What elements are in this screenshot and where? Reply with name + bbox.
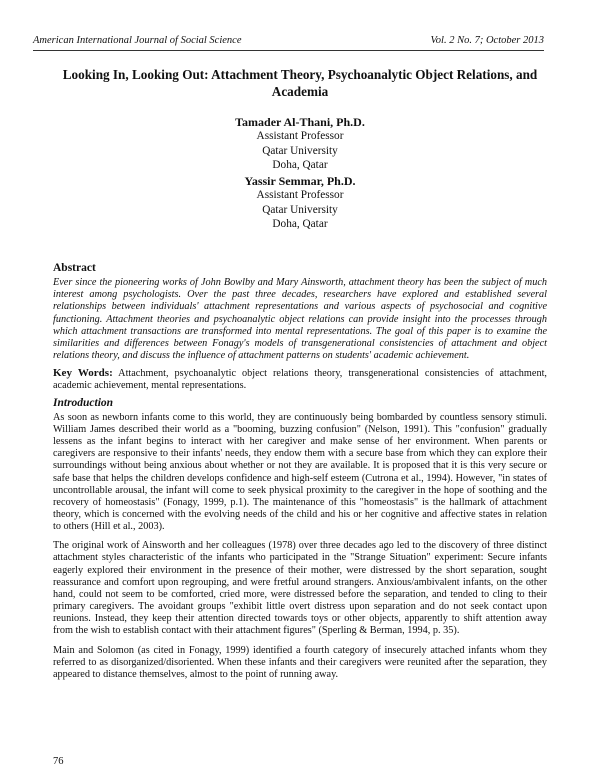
keywords: [53, 367, 547, 392]
body-paragraph: As soon as newborn infants come to this world, they are continuously being bombarded by countless sensory stimuli. William James described their world as a "booming, buzzing confusion" (Nelson, 1991). This "confusion" gradually lessens as the infant begins to interact with her caregiver and make sense of her environment. When parents or caregivers are responsive to their infants' needs, they endow them with a secure base from which they can explore their surroundings without being anxious about whether or not they are available. It is proposed that it is this very secure or safe base that helps the children develops confidence and high-self esteem (Cutrona et al., 1994). However, "in states of uncontrollable arousal, the infant will come to seek physical proximity to the caregiver in the hope of soothing and the recovery of homeostasis" (Fonagy, 1999, p.1). The maintenance of this "homeostasis" is the hallmark of attachment theory, which is concerned with the evolving needs of the child and his or her cognitive and affective states in relation to others (Hill et al., 2003).: [53, 411, 547, 533]
header-rule: [33, 50, 544, 51]
issue-info: Vol. 2 No. 7; October 2013: [430, 35, 544, 46]
body-paragraph: Main and Solomon (as cited in Fonagy, 1999) identified a fourth category of insecurely attached infants whom they referred to as disorganized/disoriented. When these infants and their caregivers were reunited after the separation, they appeared to distance themselves, almost to the point of running away.: [53, 644, 547, 680]
body-paragraph: The original work of Ainsworth and her colleagues (1978) over three decades ago led to the discovery of three distinct attachment styles characteristic of the infants who participated in the "Strange Situation" experiment: Secure infants eagerly explored their environment in the presence of their mother, were distressed by the short separation, sought reassurance and comfort upon regrouping, and were fretful around strangers. Anxious/ambivalent infants, on the other hand, could not seem to be comforted, cried more, were distressed before the separation, and tended to cling to their primary caregivers. The avoidant groups "exhibit little overt distress upon separation and do not seek contact upon reunions. Instead, they keep their attention directed towards toys or other objects, apparently to shift attention away from the wish to establish contact with their attachment figures" (Sperling & Berman, 1994, p. 35).: [53, 540, 547, 637]
author-location: Doha, Qatar: [272, 158, 328, 171]
article-body: [53, 262, 547, 688]
journal-name: American International Journal of Social Science: [33, 35, 242, 46]
keywords-text: Attachment, psychoanalytic object relations theory, transgenerational consistencies of attachment, academic achievement, mental representations.: [53, 368, 547, 392]
abstract-text: Ever since the pioneering works of John Bowlby and Mary Ainsworth, attachment theory has been the subject of much interest among psychologists. Over the past three decades, researchers have explored and established several relationships between individuals' attachment representations and various aspects of psychosocial and cognitive functioning. Attachment theories and psychoanalytic object relations can provide insight into the processes through which attachment transactions are transformed into mental representations. The goal of this paper is to examine the similarities and differences between Fonagy's models of transgenerational consistencies of attachment and object relations theory, and discuss the influence of attachment patterns on students' academic achievement.: [53, 277, 547, 362]
introduction-heading: Introduction: [53, 396, 114, 409]
author-position: Assistant Professor: [256, 130, 344, 143]
page-number: 76: [53, 756, 64, 767]
author-block-2: [0, 174, 600, 231]
author-position: Assistant Professor: [256, 189, 344, 202]
author-block-1: [0, 115, 600, 172]
keywords-label: Key Words:: [53, 367, 113, 380]
abstract-heading: Abstract: [53, 262, 96, 274]
author-name: Tamader Al-Thani, Ph.D.: [235, 115, 365, 129]
running-header: [33, 35, 544, 46]
author-affiliation: Qatar University: [262, 203, 338, 216]
paper-title: Looking In, Looking Out: Attachment Theory, Psychoanalytic Object Relations, and Academia: [62, 67, 538, 99]
author-name: Yassir Semmar, Ph.D.: [244, 174, 356, 188]
author-affiliation: Qatar University: [262, 144, 338, 157]
author-location: Doha, Qatar: [272, 217, 328, 230]
